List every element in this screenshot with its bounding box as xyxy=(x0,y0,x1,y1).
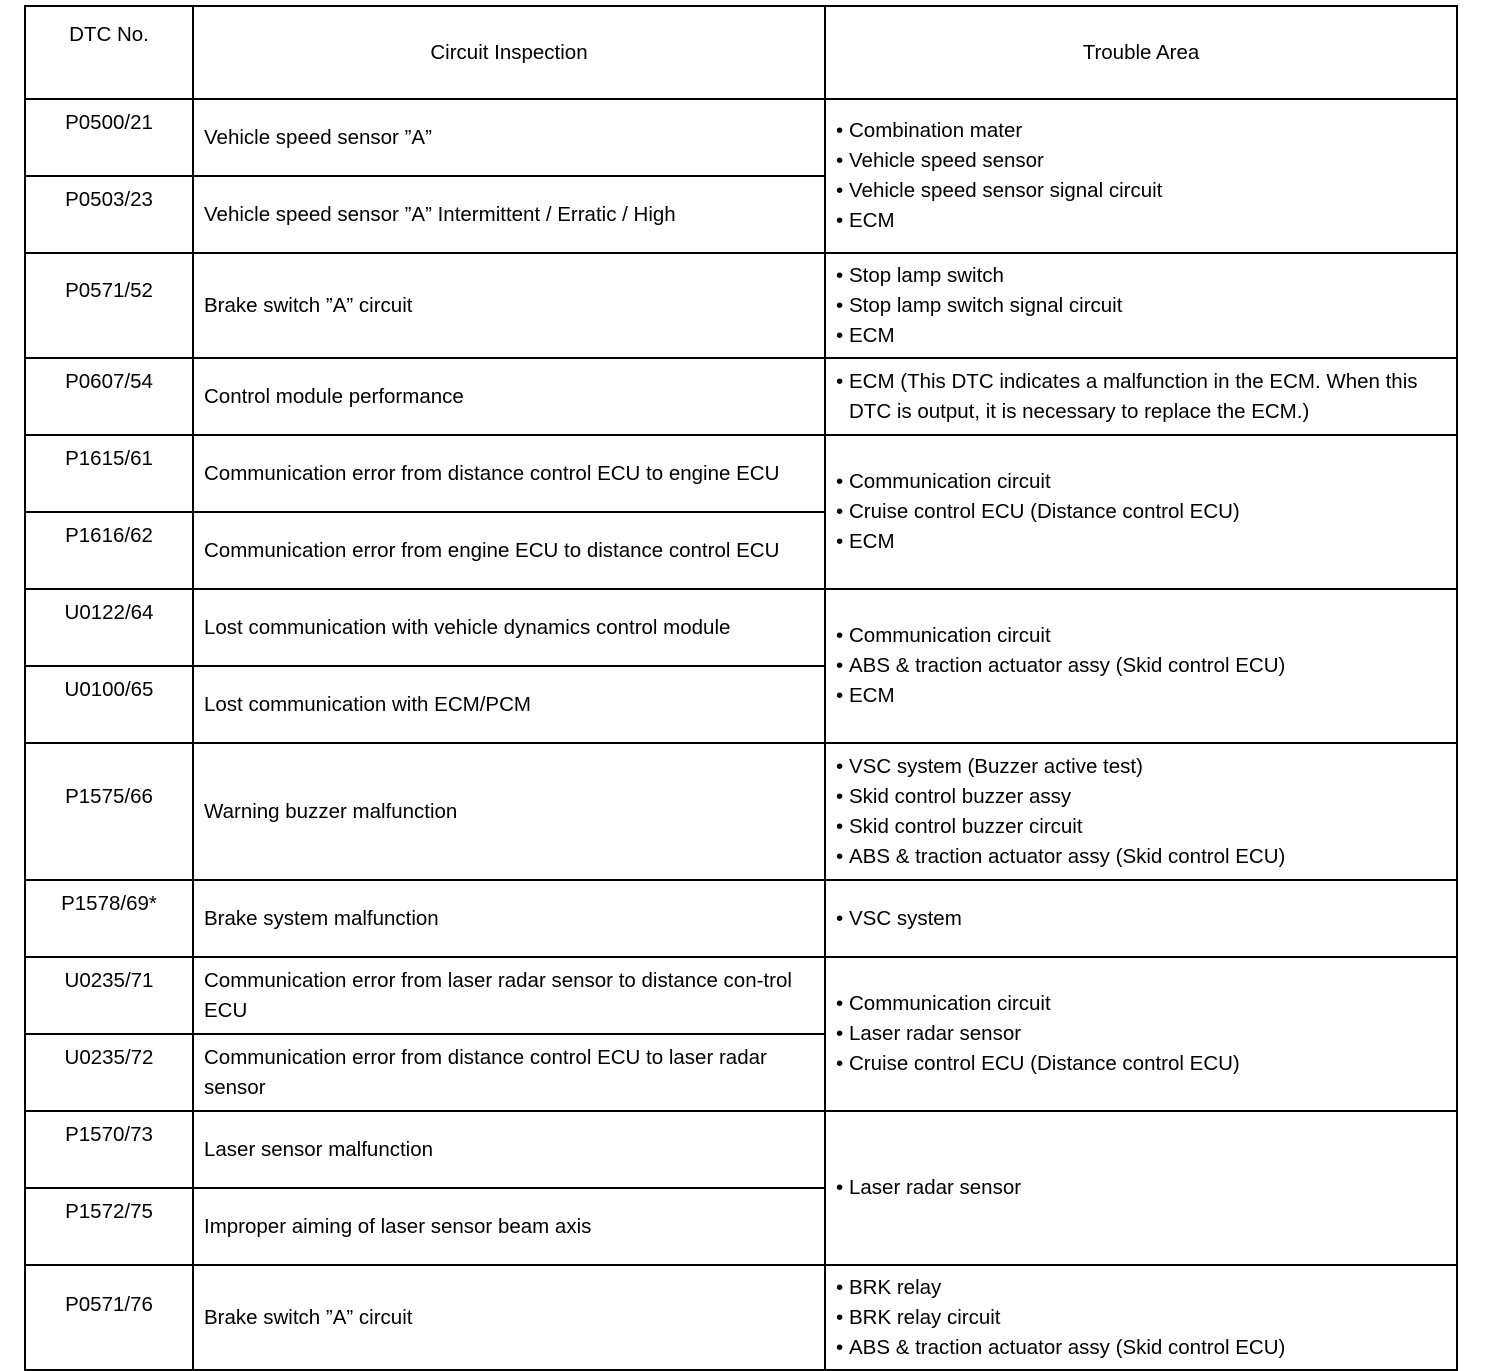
circuit-inspection: Vehicle speed sensor ”A” xyxy=(193,99,825,176)
trouble-area-list xyxy=(836,1173,1442,1203)
trouble-area-cell xyxy=(825,253,1457,358)
circuit-inspection: Communication error from distance control ECU to engine ECU xyxy=(193,435,825,512)
table-row xyxy=(25,880,1457,957)
table-row xyxy=(25,743,1457,880)
trouble-area-item: • Cruise control ECU (Distance control ECU) xyxy=(836,1049,1442,1079)
trouble-area-cell xyxy=(825,435,1457,589)
trouble-area-list xyxy=(836,1273,1442,1363)
trouble-area-item: • Communication circuit xyxy=(836,621,1442,651)
dtc-code: P0571/52 xyxy=(25,253,193,358)
trouble-area-cell xyxy=(825,589,1457,743)
circuit-inspection: Brake switch ”A” circuit xyxy=(193,1265,825,1370)
trouble-area-item: • BRK relay circuit xyxy=(836,1303,1442,1333)
dtc-code: P0607/54 xyxy=(25,358,193,435)
header-trouble-area: Trouble Area xyxy=(825,6,1457,99)
table-row xyxy=(25,589,1457,666)
table-row xyxy=(25,253,1457,358)
header-row xyxy=(25,6,1457,99)
circuit-inspection: Brake switch ”A” circuit xyxy=(193,253,825,358)
dtc-code: U0235/71 xyxy=(25,957,193,1034)
table-row xyxy=(25,1265,1457,1370)
trouble-area-list xyxy=(836,904,1442,934)
dtc-code: P1578/69* xyxy=(25,880,193,957)
circuit-inspection: Vehicle speed sensor ”A” Intermittent / Erratic / High xyxy=(193,176,825,253)
trouble-area-item: • ECM xyxy=(836,206,1442,236)
dtc-table xyxy=(24,5,1458,1371)
header-circuit-inspection: Circuit Inspection xyxy=(193,6,825,99)
circuit-inspection: Warning buzzer malfunction xyxy=(193,743,825,880)
circuit-inspection: Improper aiming of laser sensor beam axis xyxy=(193,1188,825,1265)
dtc-code: P0571/76 xyxy=(25,1265,193,1370)
header-dtc-no: DTC No. xyxy=(25,6,193,99)
trouble-area-item: • VSC system xyxy=(836,904,1442,934)
dtc-code: U0100/65 xyxy=(25,666,193,743)
trouble-area-item: • ABS & traction actuator assy (Skid control ECU) xyxy=(836,842,1442,872)
dtc-code: U0235/72 xyxy=(25,1034,193,1111)
trouble-area-list xyxy=(836,367,1442,427)
trouble-area-item: • VSC system (Buzzer active test) xyxy=(836,752,1442,782)
trouble-area-list xyxy=(836,621,1442,711)
trouble-area-item: • ECM (This DTC indicates a malfunction in the ECM. When this DTC is output, it is necessary to replace the ECM.) xyxy=(836,367,1442,427)
circuit-inspection: Brake system malfunction xyxy=(193,880,825,957)
trouble-area-cell xyxy=(825,358,1457,435)
dtc-code: U0122/64 xyxy=(25,589,193,666)
trouble-area-item: • Laser radar sensor xyxy=(836,1019,1442,1049)
dtc-code: P1616/62 xyxy=(25,512,193,589)
circuit-inspection: Communication error from laser radar sensor to distance con-trol ECU xyxy=(193,957,825,1034)
circuit-inspection: Communication error from engine ECU to distance control ECU xyxy=(193,512,825,589)
trouble-area-item: • Skid control buzzer circuit xyxy=(836,812,1442,842)
trouble-area-item: • Stop lamp switch signal circuit xyxy=(836,291,1442,321)
dtc-code: P1575/66 xyxy=(25,743,193,880)
dtc-code: P1570/73 xyxy=(25,1111,193,1188)
trouble-area-list xyxy=(836,261,1442,351)
trouble-area-cell xyxy=(825,1265,1457,1370)
table-row xyxy=(25,99,1457,176)
circuit-inspection: Laser sensor malfunction xyxy=(193,1111,825,1188)
table-row xyxy=(25,435,1457,512)
dtc-code: P0500/21 xyxy=(25,99,193,176)
circuit-inspection: Lost communication with vehicle dynamics control module xyxy=(193,589,825,666)
trouble-area-list xyxy=(836,989,1442,1079)
dtc-code: P0503/23 xyxy=(25,176,193,253)
trouble-area-item: • Communication circuit xyxy=(836,989,1442,1019)
trouble-area-item: • Laser radar sensor xyxy=(836,1173,1442,1203)
trouble-area-list xyxy=(836,116,1442,236)
trouble-area-item: • ABS & traction actuator assy (Skid control ECU) xyxy=(836,1333,1442,1363)
trouble-area-item: • Communication circuit xyxy=(836,467,1442,497)
trouble-area-item: • Combination mater xyxy=(836,116,1442,146)
circuit-inspection: Lost communication with ECM/PCM xyxy=(193,666,825,743)
trouble-area-cell xyxy=(825,957,1457,1111)
dtc-code: P1615/61 xyxy=(25,435,193,512)
trouble-area-item: • Vehicle speed sensor xyxy=(836,146,1442,176)
dtc-code: P1572/75 xyxy=(25,1188,193,1265)
trouble-area-cell xyxy=(825,880,1457,957)
trouble-area-item: • Stop lamp switch xyxy=(836,261,1442,291)
trouble-area-list xyxy=(836,752,1442,872)
circuit-inspection: Communication error from distance control ECU to laser radar sensor xyxy=(193,1034,825,1111)
trouble-area-list xyxy=(836,467,1442,557)
trouble-area-item: • ECM xyxy=(836,681,1442,711)
table-row xyxy=(25,957,1457,1034)
trouble-area-item: • Cruise control ECU (Distance control ECU) xyxy=(836,497,1442,527)
table-row xyxy=(25,1111,1457,1188)
trouble-area-item: • Skid control buzzer assy xyxy=(836,782,1442,812)
trouble-area-cell xyxy=(825,99,1457,253)
trouble-area-item: • Vehicle speed sensor signal circuit xyxy=(836,176,1442,206)
trouble-area-item: • ABS & traction actuator assy (Skid control ECU) xyxy=(836,651,1442,681)
trouble-area-item: • ECM xyxy=(836,321,1442,351)
table-row xyxy=(25,358,1457,435)
trouble-area-item: • ECM xyxy=(836,527,1442,557)
circuit-inspection: Control module performance xyxy=(193,358,825,435)
trouble-area-cell xyxy=(825,1111,1457,1265)
trouble-area-cell xyxy=(825,743,1457,880)
trouble-area-item: • BRK relay xyxy=(836,1273,1442,1303)
